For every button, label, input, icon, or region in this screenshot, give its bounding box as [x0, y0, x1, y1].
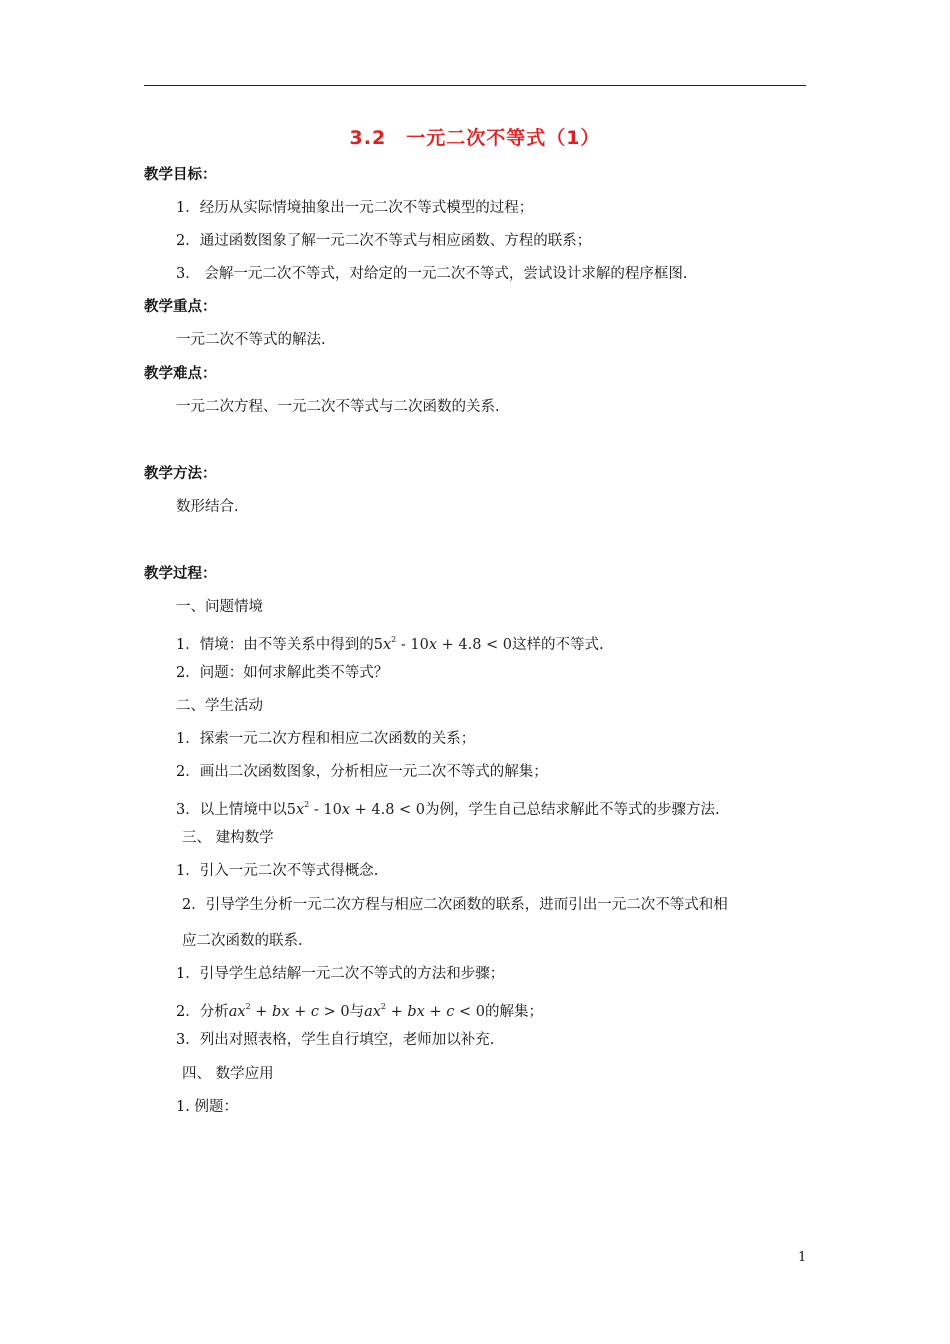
difficult-point: 一元二次方程、一元二次不等式与二次函数的关系.	[176, 399, 500, 415]
section-3-item-3: 1．引导学生总结解一元二次不等式的方法和步骤；	[176, 966, 505, 982]
difficult-heading: 教学难点：	[144, 366, 217, 382]
section-2-item-2: 2．画出二次函数图象，分析相应一元二次不等式的解集；	[176, 764, 548, 780]
section-3-item-5: 3．列出对照表格，学生自行填空，老师加以补充.	[176, 1032, 495, 1048]
page-title: 3.2 一元二次不等式（1）	[349, 127, 601, 149]
section-3-item-4: 2．分析$ax^2$ + bx + c > 0与$ax^2$ + bx + c < 0的解集；	[176, 1002, 543, 1020]
method-heading: 教学方法：	[144, 466, 217, 482]
section-3-item-2: 2．引导学生分析一元二次方程与相应二次函数的联系，进而引出一元二次不等式和相	[182, 897, 728, 913]
formula-greater: $ax^2$ + bx + c > 0	[228, 1002, 350, 1020]
method-text: 数形结合.	[176, 499, 239, 515]
section-2-item-3: 3．以上情境中以$5x^2 - 10x + 4.8 < 0$为例，学生自己总结求解此不等式的步骤方法.	[176, 800, 720, 818]
section-2-title: 二、学生活动	[176, 698, 263, 714]
goal-2: 2．通过函数图象了解一元二次不等式与相应函数、方程的联系；	[176, 233, 592, 249]
page-number: 1	[798, 1250, 807, 1265]
section-1-item-2: 2．问题：如何求解此类不等式？	[176, 665, 389, 681]
section-1-item-1: 1．情境：由不等关系中得到的$5x^2 - 10x + 4.8 < 0$这样的不等式.	[176, 635, 604, 653]
goals-heading: 教学目标：	[144, 167, 217, 183]
section-4-title: 四、 数学应用	[182, 1066, 274, 1082]
formula-less: $ax^2$ + bx + c < 0	[364, 1002, 485, 1020]
header-rule	[144, 85, 806, 86]
section-4-item-1: 1. 例题：	[176, 1099, 238, 1115]
section-2-item-1: 1．探索一元二次方程和相应二次函数的关系；	[176, 731, 476, 747]
section-3-item-1: 1．引入一元二次不等式得概念.	[176, 863, 379, 879]
section-3-title: 三、 建构数学	[182, 830, 274, 846]
inequality-formula: $5x^2 - 10x + 4.8 < 0$	[373, 635, 513, 653]
key-point: 一元二次不等式的解法.	[176, 332, 326, 348]
process-heading: 教学过程：	[144, 566, 217, 582]
section-1-title: 一、问题情境	[176, 599, 263, 615]
section-3-item-2-cont: 应二次函数的联系.	[182, 933, 303, 949]
inequality-formula: $5x^2 - 10x + 4.8 < 0$	[286, 800, 426, 818]
goal-1: 1．经历从实际情境抽象出一元二次不等式模型的过程；	[176, 200, 534, 216]
goal-3: 3． 会解一元二次不等式，对给定的一元二次不等式，尝试设计求解的程序框图.	[176, 266, 688, 282]
key-heading: 教学重点：	[144, 299, 217, 315]
